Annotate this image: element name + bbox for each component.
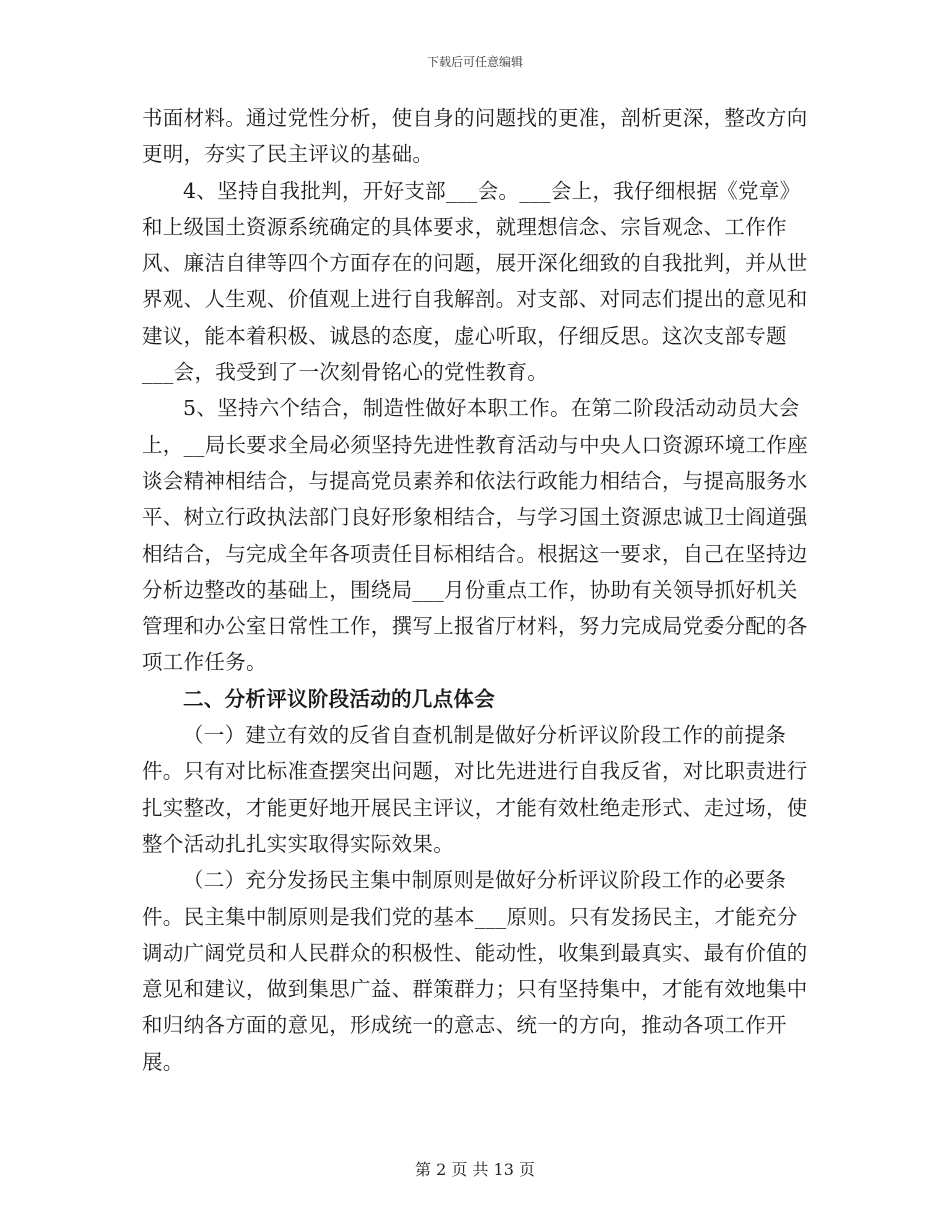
paragraph-point-2: （二）充分发扬民主集中制原则是做好分析评议阶段工作的必要条件。民主集中制原则是我们党的基本___原则。只有发扬民主，才能充分调动广阔党员和人民群众的积极性、能动性，收集到最真实、最有价值的意见和建议，做到集思广益、群策群力；只有坚持集中，才能有效地集中和归纳各方面的意见，形成统一的意志、统一的方向，推动各项工作开展。 [142,868,808,1074]
page-header: 下载后可任意编辑 [426,55,523,69]
page-number-footer: 第 2 页 共 13 页 [415,1160,535,1179]
paragraph-point-1: （一）建立有效的反省自查机制是做好分析评议阶段工作的前提条件。只有对比标准查摆突出问题，对比先进进行自我反省，对比职责进行扎实整改，才能更好地开展民主评议，才能有效杜绝走形式、走过场，使整个活动扎扎实实取得实际效果。 [142,723,808,856]
paragraph-item-4: 4、坚持自我批判，开好支部___会。___会上，我仔细根据《党章》和上级国土资源系统确定的具体要求，就理想信念、宗旨观念、工作作风、廉洁自律等四个方面存在的问题，展开深化细致的自我批判，并从世界观、人生观、价值观上进行自我解剖。对支部、对同志们提出的意见和建议，能本着积极、诚恳的态度，虚心听取，仔细反思。这次支部专题___会，我受到了一次刻骨铭心的党性教育。 [142,178,808,385]
section-heading: 二、分析评议阶段活动的几点体会 [183,686,495,711]
paragraph-continuation: 书面材料。通过党性分析，使自身的问题找的更准，剖析更深，整改方向更明，夯实了民主评议的基础。 [142,106,808,167]
paragraph-item-5: 5、坚持六个结合，制造性做好本职工作。在第二阶段活动动员大会上，__局长要求全局必须坚持先进性教育活动与中央人口资源环境工作座谈会精神相结合，与提高党员素养和依法行政能力相结合，与提高服务水平、树立行政执法部门良好形象相结合，与学习国土资源忠诚卫士阎道强相结合，与完成全年各项责任目标相结合。根据这一要求，自己在坚持边分析边整改的基础上，围绕局___月份重点工作，协助有关领导抓好机关管理和办公室日常性工作，撰写上报省厅材料，努力完成局党委分配的各项工作任务。 [142,396,808,675]
document-body [142,100,810,1080]
